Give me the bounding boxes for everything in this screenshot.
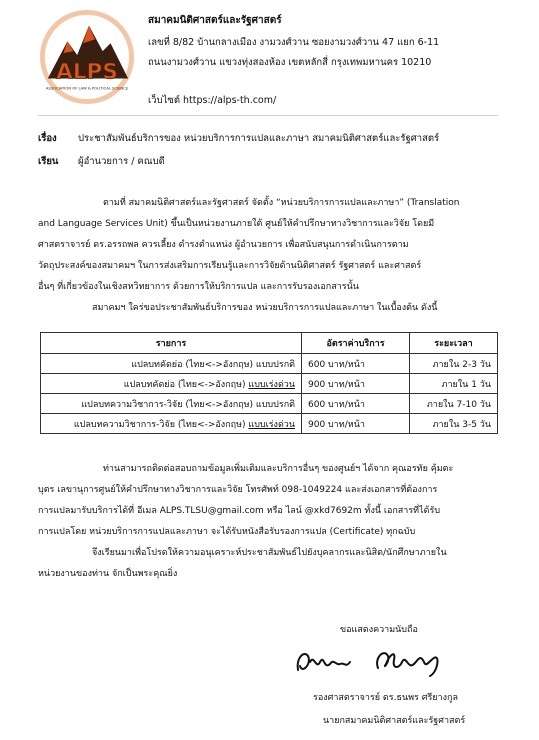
service-rate: 900 บาท/หน้า [302,374,410,394]
service-item [41,374,302,394]
service-type: แบบปรกติ [255,399,295,410]
closing-regards: ขอแสดงความนับถือ [340,625,418,635]
table-header-row [41,333,498,354]
table-row [41,414,498,434]
para4-line2: หน่วยงานของท่าน จักเป็นพระคุณยิ่ง [38,569,178,579]
address-line-1: เลขที่ 8/82 บ้านกลางเมือง งามวงศ์วาน ซอยงามวงศ์วาน 47 แยก 6-11 [148,37,440,48]
service-item-name: แปลบทคัดย่อ (ไทย<->อังกฤษ) [123,379,249,390]
service-rate: 900 บาท/หน้า [302,414,410,434]
service-type-urgent: แบบเร่งด่วน [248,379,295,390]
para1-line5: อื่นๆ ที่เกี่ยวข้องในเชิงสหวิทยาการ ด้วยการให้บริการแปล และการรับรองเอกสารนั้น [38,282,359,292]
signer-name: รองศาสตราจารย์ ดร.ธนพร ศรียางกูล [313,693,458,703]
para1-line4: วัตถุประสงค์ของสมาคมฯ ในการส่งเสริมการเรียนรู้และการวิจัยด้านนิติศาสตร์ รัฐศาสตร์ และศาสตร์ [38,261,422,271]
para2: สมาคมฯ ใคร่ขอประชาสัมพันธ์บริการของ หน่วยบริการการแปลและภาษา ในเบื้องต้น ดังนี้ [92,303,438,313]
para3-line4: การแปลโดย หน่วยบริการการแปลและภาษา จะได้รับหนังสือรับรองการแปล (Certificate) ทุกฉบับ [38,527,416,537]
header-divider [38,115,498,116]
handwritten-signature [290,640,490,682]
service-duration: ภายใน 3-5 วัน [410,414,498,434]
table-row [41,374,498,394]
col-header-duration: ระยะเวลา [410,333,498,354]
para1-line2: and Language Services Unit) ขึ้นเป็นหน่วยงานภายใต้ ศูนย์ให้คำปรึกษาทางวิชาการและวิจัย โดยมี [38,219,435,229]
subject-value: ประชาสัมพันธ์บริการของ หน่วยบริการการแปลและภาษา สมาคมนิติศาสตร์และรัฐศาสตร์ [78,133,440,144]
service-duration: ภายใน 2-3 วัน [410,354,498,374]
logo-text: ALPS [56,59,118,85]
service-rate: 600 บาท/หน้า [302,394,410,414]
para3-line2: บุตร เลขานุการศูนย์ให้คำปรึกษาทางวิชาการและวิจัย โทรศัพท์ 098-1049224 และส่งเอกสารที่ต้องการ [38,485,438,495]
address-line-2: ถนนงามวงศ์วาน แขวงทุ่งสองห้อง เขตหลักสี่ กรุงเทพมหานคร 10210 [148,57,432,68]
recipient-label: เรียน [38,156,59,167]
service-item [41,394,302,414]
service-type: แบบปรกติ [255,359,295,370]
para3-line3: การแปลมารับบริการได้ที่ อีเมล ALPS.TLSU@gmail.com หรือ ไลน์ @xkd7692m ทั้งนี้ เอกสารที่ได้รับ [38,506,441,516]
service-item-name: แปลบทความวิชาการ-วิจัย (ไทย<->อังกฤษ) [73,419,249,430]
para1-line1: ตามที่ สมาคมนิติศาสตร์และรัฐศาสตร์ จัดตั้ง “หน่วยบริการการแปลและภาษา” (Translation [103,198,460,208]
org-name: สมาคมนิติศาสตร์และรัฐศาสตร์ [148,15,282,26]
service-rate-table [40,332,498,434]
service-duration: ภายใน 1 วัน [410,374,498,394]
service-item [41,354,302,374]
signer-title: นายกสมาคมนิติศาสตร์และรัฐศาสตร์ [323,716,466,726]
table-row [41,394,498,414]
service-item-name: แปลบทความวิชาการ-วิจัย (ไทย<->อังกฤษ) [81,399,256,410]
col-header-item: รายการ [41,333,302,354]
para4-line1: จึงเรียนมาเพื่อโปรดให้ความอนุเคราะห์ประชาสัมพันธ์ไปยังบุคลากรและนิสิต/นักศึกษาภายใน [92,548,447,558]
para1-line3: ศาสตราจารย์ ดร.อรรถพล ควรเลี้ยง ดำรงตำแหน่ง ผู้อำนวยการ เพื่อสนับสนุนการดำเนินการตาม [38,240,409,250]
table-row [41,354,498,374]
col-header-rate: อัตราค่าบริการ [302,333,410,354]
recipient-value: ผู้อำนวยการ / คณบดี [78,156,165,167]
logo-subtext: ASSOCIATION OF LAW & POLITICAL SCIENCE [45,86,129,91]
service-type-urgent: แบบเร่งด่วน [248,419,295,430]
alps-logo [38,8,136,106]
service-item-name: แปลบทคัดย่อ (ไทย<->อังกฤษ) [131,359,256,370]
subject-label: เรื่อง [38,133,57,144]
para3-line1: ท่านสามารถติดต่อสอบถามข้อมูลเพิ่มเติมและบริการอื่นๆ ของศูนย์ฯ ได้จาก คุณอรทัย คุ้มตะ [103,464,454,474]
service-rate: 600 บาท/หน้า [302,354,410,374]
website: เว็บไซต์ https://alps-th.com/ [148,95,277,106]
service-duration: ภายใน 7-10 วัน [410,394,498,414]
service-item [41,414,302,434]
